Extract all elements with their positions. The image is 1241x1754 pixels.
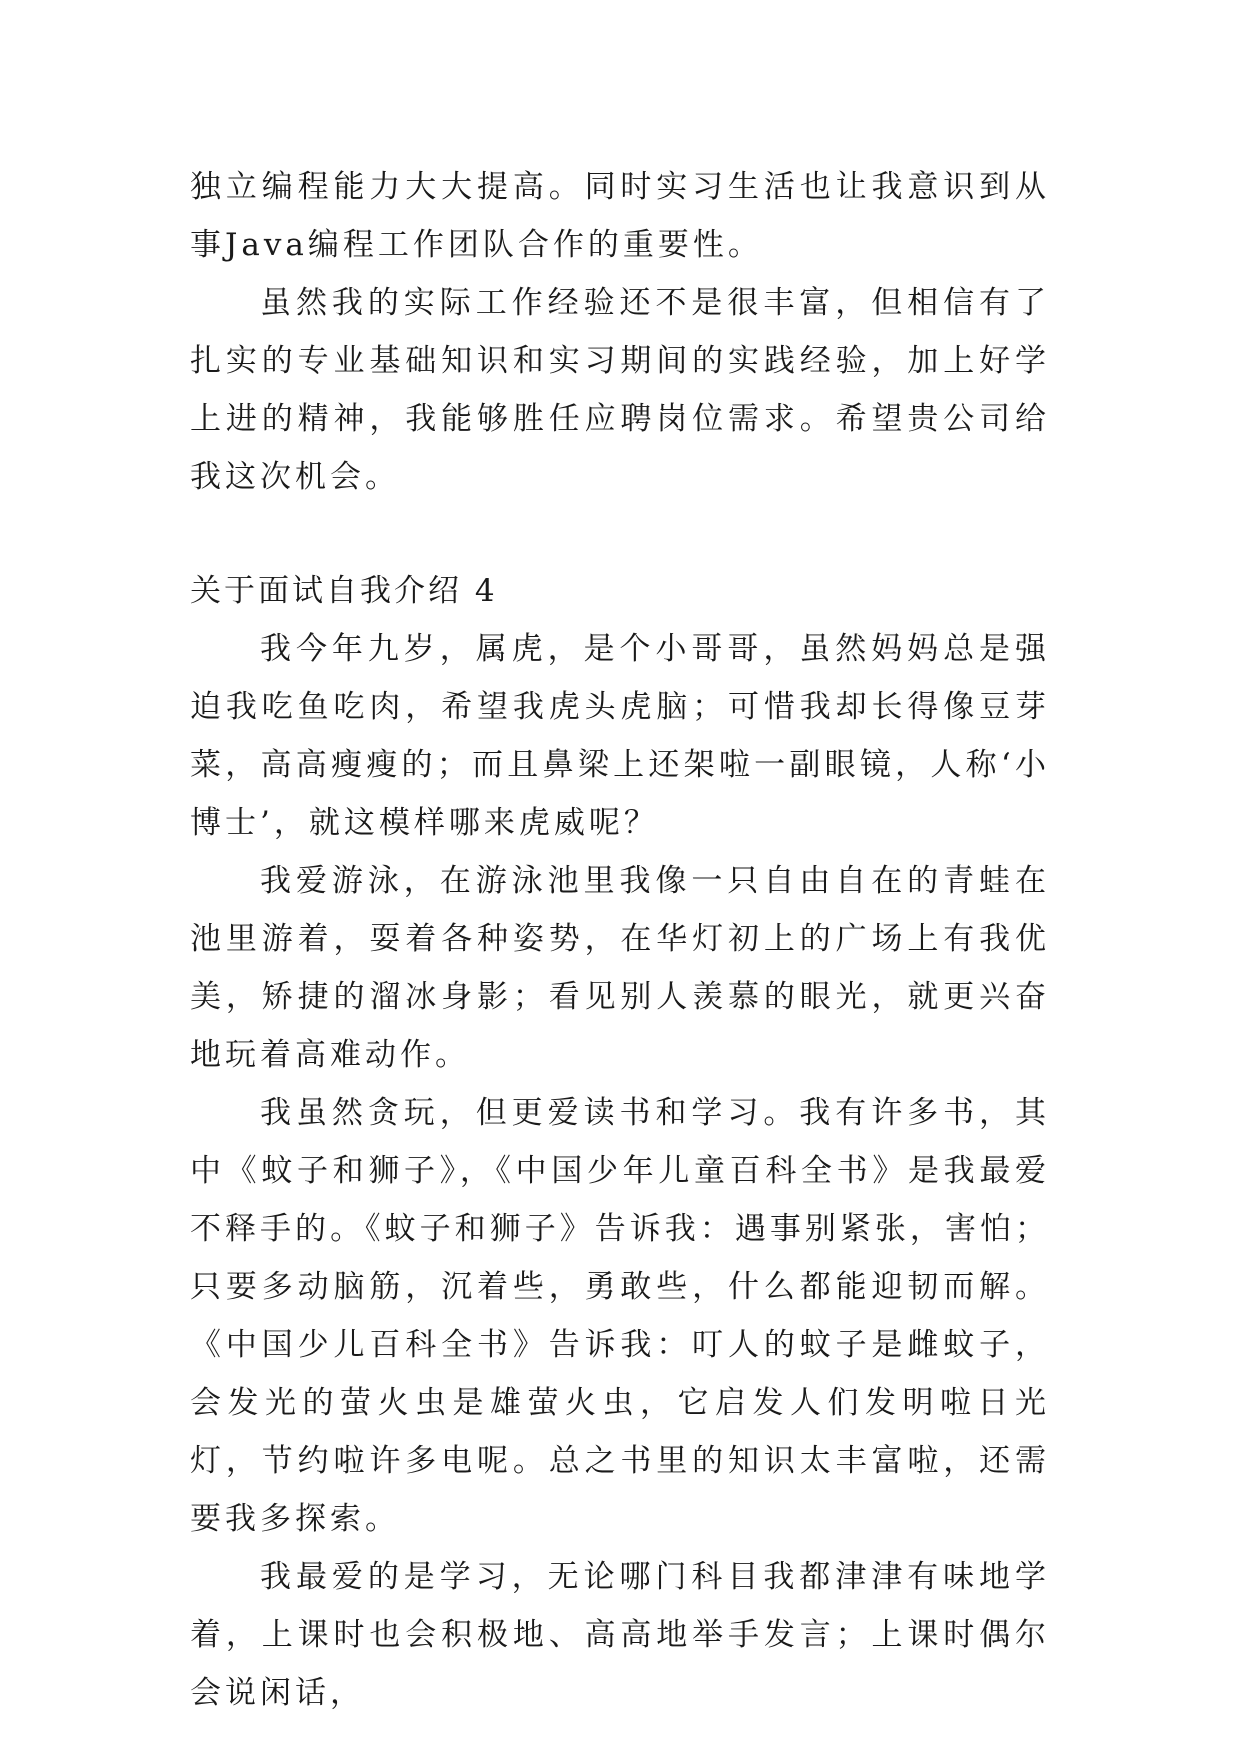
- paragraph: 我今年九岁，属虎，是个小哥哥，虽然妈妈总是强迫我吃鱼吃肉，希望我虎头虎脑；可惜我却长得像豆芽菜，高高瘦瘦的；而且鼻梁上还架啦一副眼镜，人称‘小博士’，就这模样哪来虎威呢？: [190, 631, 1050, 841]
- section-title: 关于面试自我介绍 4: [190, 573, 498, 609]
- document-body: [190, 158, 1050, 1722]
- paragraph: 我虽然贪玩，但更爱读书和学习。我有许多书，其中《蚊子和狮子》，《中国少年儿童百科全书》是我最爱不释手的。《蚊子和狮子》告诉我：遇事别紧张，害怕；只要多动脑筋，沉着些，勇敢些，什么都能迎韧而解。《中国少儿百科全书》告诉我：叮人的蚊子是雌蚊子，会发光的萤火虫是雄萤火虫，它启发人们发明啦日光灯，节约啦许多电呢。总之书里的知识太丰富啦，还需要我多探索。: [190, 1095, 1050, 1537]
- paragraph: 我最爱的是学习，无论哪门科目我都津津有味地学着，上课时也会积极地、高高地举手发言；上课时偶尔会说闲话，: [190, 1559, 1050, 1711]
- paragraph: 独立编程能力大大提高。同时实习生活也让我意识到从事Java编程工作团队合作的重要性。: [190, 169, 1050, 263]
- paragraph: 虽然我的实际工作经验还不是很丰富，但相信有了扎实的专业基础知识和实习期间的实践经验，加上好学上进的精神，我能够胜任应聘岗位需求。希望贵公司给我这次机会。: [190, 285, 1050, 495]
- paragraph: 我爱游泳，在游泳池里我像一只自由自在的青蛙在池里游着，耍着各种姿势，在华灯初上的广场上有我优美，矫捷的溜冰身影；看见别人羡慕的眼光，就更兴奋地玩着高难动作。: [190, 863, 1050, 1073]
